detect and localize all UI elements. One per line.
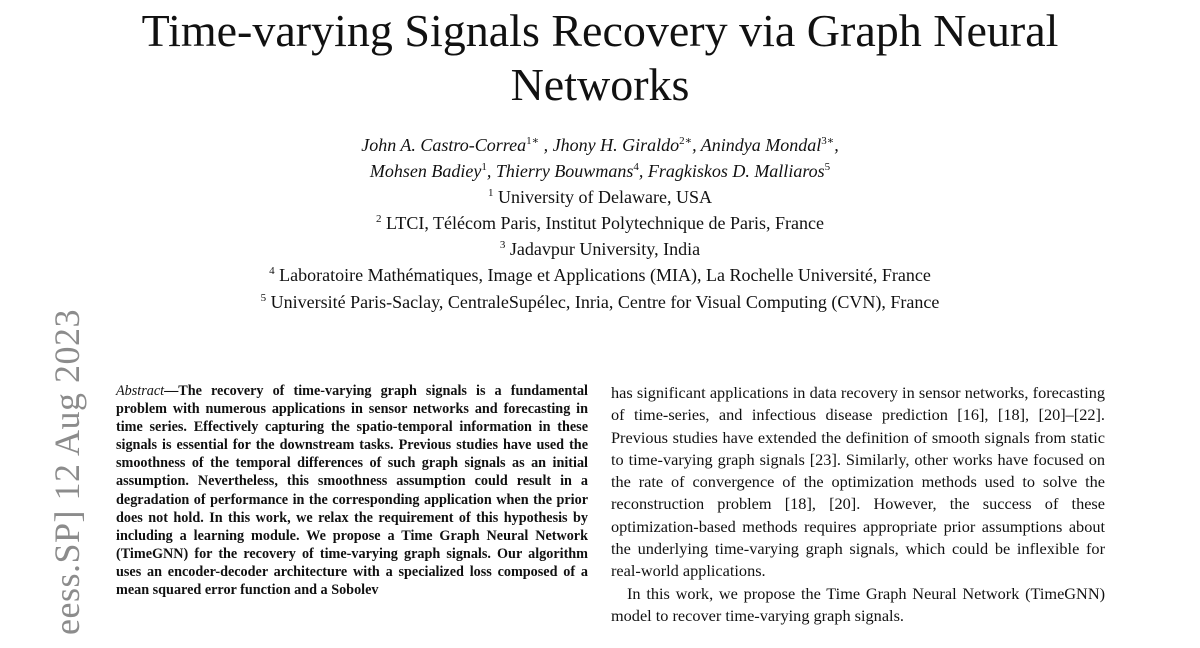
affiliation-number: 4	[269, 265, 275, 277]
author-name: Anindya Mondal	[700, 135, 822, 155]
affiliation-number: 5	[260, 292, 267, 304]
author-affiliation-mark: 2∗	[679, 135, 693, 147]
author-separator: ,	[638, 161, 648, 181]
affiliation-number: 2	[376, 213, 382, 225]
affiliation-text: Jadavpur University, India	[509, 239, 701, 259]
author-name: Fragkiskos D. Malliaros	[647, 161, 825, 181]
affiliation	[100, 258, 1100, 288]
affiliation-text: University of Delaware, USA	[498, 187, 712, 207]
affiliation-number: 3	[499, 239, 506, 251]
arxiv-stamp: eess.SP] 12 Aug 2023	[47, 308, 87, 636]
author-name: Mohsen Badiey	[369, 161, 482, 181]
author-separator: ,	[692, 135, 701, 155]
affiliation	[100, 285, 1100, 315]
author-affiliation-mark: 5	[824, 161, 831, 173]
author-affiliation-mark: 3∗	[821, 135, 835, 147]
author-name: Jhony H. Giraldo	[552, 135, 680, 155]
affiliation-number: 1	[488, 187, 494, 199]
affiliation-text: Laboratoire Mathématiques, Image et Applications (MIA), La Rochelle Université, France	[279, 265, 931, 285]
abstract-label: Abstract	[116, 383, 165, 399]
abstract-text: —The recovery of time-varying graph signals is a fundamental problem with numerous applications in sensor networks and forecasting in time series. Effectively capturing the spatio-temporal information in these signals is essential for the downstream tasks. Previous studies have used the smoothness of the temporal differences of such graph signals as an initial assumption. Nevertheless, this smoothness assumption could result in a degradation of performance in the corresponding application when the prior does not hold. In this work, we relax the requirement of this hypothesis by including a learning module. We propose a Time Graph Neural Network (TimeGNN) for the recovery of time-varying graph signals. Our algorithm uses an encoder-decoder architecture with a specialized loss composed of a mean squared error function and a Sobolev	[116, 383, 588, 599]
author-separator: ,	[539, 135, 553, 155]
author-affiliation-mark: 1	[481, 161, 487, 173]
author-separator: ,	[486, 161, 496, 181]
paper-title: Time-varying Signals Recovery via Graph Neural Networks	[141, 5, 1059, 110]
author-affiliation-mark: 4	[633, 161, 639, 173]
affiliation-text: Université Paris-Saclay, CentraleSupélec, Inria, Centre for Visual Computing (CVN), France	[270, 292, 940, 312]
author-affiliation-mark: 1∗	[526, 135, 540, 147]
author-name: Thierry Bouwmans	[495, 161, 634, 181]
abstract	[116, 382, 588, 599]
author-name: John A. Castro-Correa	[361, 135, 527, 155]
body-paragraph: In this work, we propose the Time Graph Neural Network (TimeGNN) model to recover time-varying graph signals.	[611, 583, 1105, 625]
body-column	[611, 382, 1105, 627]
author-separator: ,	[834, 135, 839, 155]
affiliation-text: LTCI, Télécom Paris, Institut Polytechnique de Paris, France	[386, 213, 824, 233]
body-paragraph: has significant applications in data recovery in sensor networks, forecasting of time-series, and infectious disease prediction [16], [18], [20]–[22]. Previous studies have extended the definition of smooth signals from static to time-varying graph signals [23]. Similarly, other works have focused on the rate of convergence of the optimization methods used to solve the reconstruction problem [18], [20]. However, the success of these optimization-based methods requires appropriate prior assumptions about the underlying time-varying graph signals, which could be inflexible for real-world applications.	[611, 383, 1105, 581]
